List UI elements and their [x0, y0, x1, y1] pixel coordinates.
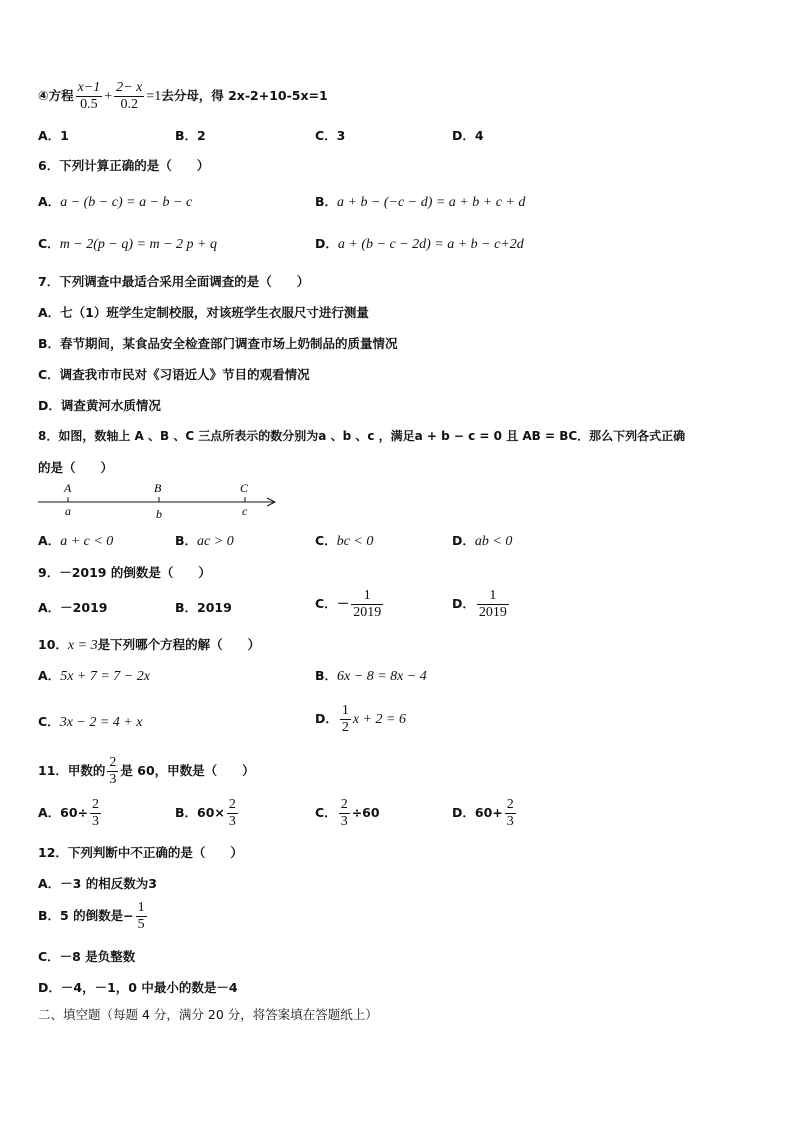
q11-prefix: 11．甲数的 — [38, 763, 106, 778]
q9-c-sign: － — [336, 596, 350, 611]
q11-option-b — [175, 797, 240, 830]
q11-c-label: C． — [315, 805, 337, 820]
q6-c-label: C． — [38, 236, 60, 251]
q10-d-rest: x + 2 = 6 — [352, 712, 406, 727]
q10-d-label: D． — [315, 711, 338, 726]
q5-frac1-den: 0.5 — [80, 97, 98, 112]
q11-a-den: 3 — [92, 814, 100, 829]
q11-c-rest: ÷60 — [351, 805, 380, 820]
q8-stem-line2: 的是（ ） — [38, 460, 114, 475]
q7-option-b: B．春节期间，某食品安全检查部门调查市场上奶制品的质量情况 — [38, 336, 398, 351]
q6-b-label: B． — [315, 194, 338, 209]
q10-suffix: 是下列哪个方程的解（ ） — [97, 637, 261, 652]
q9-option-a: A．－2019 — [38, 600, 108, 615]
q6-a-label: A． — [38, 194, 61, 209]
q5-frac2-den: 0.2 — [120, 97, 138, 112]
q6-a-expr: a − (b − c) = a − b − c — [60, 195, 193, 210]
q12-option-a: A．－3 的相反数为3 — [38, 876, 157, 891]
q10-option-d — [315, 703, 406, 736]
q11-b-frac — [227, 797, 238, 830]
q11-stem — [38, 755, 255, 788]
q11-a-text: A．60÷ — [38, 805, 89, 820]
q10-stem — [38, 635, 260, 654]
q10-prefix: 10． — [38, 637, 68, 652]
q8-a-expr: a + c < 0 — [60, 534, 114, 549]
q5-option-c: C．3 — [315, 128, 346, 143]
q10-c-label: C． — [38, 714, 60, 729]
q9-d-den: 2019 — [478, 605, 507, 620]
q5-frac1-num: x−1 — [77, 80, 101, 95]
section-2-heading: 二、填空题（每题 4 分，满分 20 分，将答案填在答题纸上） — [38, 1007, 378, 1022]
q11-d-frac — [505, 797, 516, 830]
q8-d-label: D． — [452, 533, 475, 548]
q12-option-c: C．－8 是负整数 — [38, 949, 136, 964]
q6-option-b — [315, 192, 525, 211]
q7-option-d: D．调查黄河水质情况 — [38, 398, 161, 413]
q11-a-num: 2 — [92, 797, 100, 812]
q5-frac2-num: 2− x — [116, 80, 143, 95]
q6-stem: 6．下列计算正确的是（ ） — [38, 158, 210, 173]
q9-option-b: B．2019 — [175, 600, 232, 615]
q11-d-den: 3 — [506, 814, 514, 829]
q8-b-expr: ac > 0 — [197, 534, 234, 549]
q8-b-label: B． — [175, 533, 198, 548]
q10-d-frac — [340, 703, 351, 736]
q11-stem-den: 3 — [109, 772, 117, 787]
q10-d-num: 1 — [341, 703, 349, 718]
point-label-C: C — [240, 481, 249, 495]
q11-stem-frac — [107, 755, 118, 788]
q12-b-num: 1 — [137, 900, 145, 915]
q6-b-expr: a + b − (−c − d) = a + b + c + d — [337, 195, 526, 210]
q5-option-d: D．4 — [452, 128, 484, 143]
q10-option-a — [38, 666, 150, 685]
q11-c-num: 2 — [340, 797, 348, 812]
q6-option-c — [38, 234, 217, 253]
q12-b-den: 5 — [137, 917, 145, 932]
q10-option-b — [315, 666, 427, 685]
q6-c-expr: m − 2(p − q) = m − 2 p + q — [59, 237, 217, 252]
q8-c-expr: bc < 0 — [336, 534, 374, 549]
q9-option-d — [452, 588, 511, 621]
q12-b-text: B．5 的倒数是− — [38, 908, 134, 923]
q5-equation-line — [38, 80, 328, 113]
q11-b-text: B．60× — [175, 805, 225, 820]
q11-option-c — [315, 797, 380, 830]
q5-rhs: =1 — [146, 89, 162, 104]
q11-option-a — [38, 797, 103, 830]
q10-a-label: A． — [38, 668, 61, 683]
q8-option-a — [38, 531, 113, 550]
q10-b-label: B． — [315, 668, 338, 683]
q9-option-c — [315, 588, 385, 621]
q11-b-den: 3 — [228, 814, 236, 829]
q8-option-c — [315, 531, 373, 550]
q7-option-c: C．调查我市市民对《习语近人》节目的观看情况 — [38, 367, 310, 382]
q9-d-frac — [477, 588, 509, 621]
q12-stem: 12．下列判断中不正确的是（ ） — [38, 845, 243, 860]
number-line — [38, 480, 278, 520]
point-label-B: B — [154, 481, 162, 495]
value-label-a: a — [65, 504, 71, 518]
q8-stem-line1: 8．如图，数轴上 A 、B 、C 三点所表示的数分别为a 、b 、c ，满足a + b − c = 0 且 AB = BC．那么下列各式正确 — [38, 429, 686, 443]
q9-c-frac — [351, 588, 383, 621]
q9-d-num: 1 — [477, 588, 509, 605]
q11-b-num: 2 — [228, 797, 236, 812]
q10-expr: x = 3 — [67, 638, 98, 653]
q8-c-label: C． — [315, 533, 337, 548]
q12-option-d: D．－4，－1，0 中最小的数是－4 — [38, 980, 238, 995]
value-label-c: c — [242, 504, 248, 518]
q6-option-a — [38, 192, 192, 211]
q11-option-d — [452, 797, 518, 830]
q11-stem-num: 2 — [109, 755, 117, 770]
q7-option-a: A．七（1）班学生定制校服，对该班学生衣服尺寸进行测量 — [38, 305, 369, 320]
point-label-A: A — [64, 481, 72, 495]
q5-frac2 — [114, 80, 144, 113]
q8-option-b — [175, 531, 234, 550]
q5-frac1 — [76, 80, 103, 113]
q9-c-label: C． — [315, 596, 337, 611]
q6-option-d — [315, 234, 524, 253]
q11-d-num: 2 — [506, 797, 514, 812]
q12-option-b — [38, 900, 149, 933]
q10-b-expr: 6x − 8 = 8x − 4 — [337, 669, 427, 684]
q9-c-num: 1 — [351, 588, 383, 605]
q5-prefix: ④方程 — [38, 88, 74, 103]
q11-d-text: D．60+ — [452, 805, 503, 820]
q9-stem: 9．－2019 的倒数是（ ） — [38, 565, 211, 580]
q10-option-c — [38, 712, 142, 731]
q9-c-den: 2019 — [353, 605, 382, 620]
q8-a-label: A． — [38, 533, 61, 548]
q7-stem: 7．下列调查中最适合采用全面调查的是（ ） — [38, 274, 310, 289]
q6-d-label: D． — [315, 236, 338, 251]
q8-option-d — [452, 531, 512, 550]
q11-suffix: 是 60，甲数是（ ） — [120, 763, 255, 778]
q6-d-expr: a + (b − c − 2d) = a + b − c+2d — [337, 237, 524, 252]
q11-a-frac — [90, 797, 101, 830]
q5-option-b: B．2 — [175, 128, 206, 143]
q9-d-label: D． — [452, 596, 475, 611]
q10-c-expr: 3x − 2 = 4 + x — [59, 715, 143, 730]
q11-c-den: 3 — [340, 814, 348, 829]
q5-plus: + — [104, 89, 113, 104]
value-label-b: b — [156, 507, 162, 520]
q5-option-a: A．1 — [38, 128, 69, 143]
q11-c-frac — [339, 797, 350, 830]
q10-d-den: 2 — [341, 720, 349, 735]
q5-suffix: 去分母，得 2x-2+10-5x=1 — [161, 88, 328, 103]
q8-d-expr: ab < 0 — [474, 534, 513, 549]
q10-a-expr: 5x + 7 = 7 − 2x — [60, 669, 150, 684]
q12-b-frac — [136, 900, 147, 933]
